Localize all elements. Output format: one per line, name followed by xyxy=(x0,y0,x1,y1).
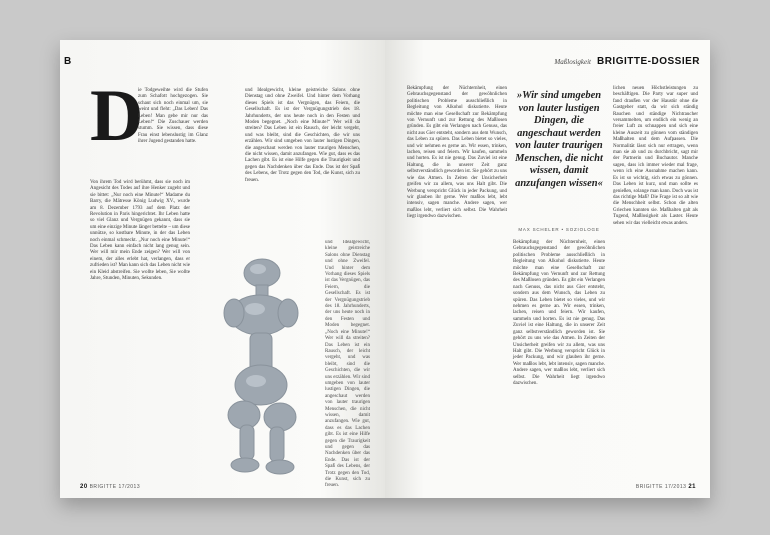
left-column-2: und Idealgewicht, kleine geistreiche Salons ohne Dienstag und ohne Zweifel. Und hinter dem Vorhang dieses Spiels ist das Vergnügen, das Feiern, die Gesellschaft. Es ist der Vergnügungstrieb des 18. Jahrhunderts, der uns heute noch in den Festen und Moden begegnet. „Noch eine Minute!“ Wer will da streiten? Das Leben ist ein Rausch, der leicht vergeht, und was bleibt, sind die Geschichten, die wir uns erzählen. Wir sind umgeben von lauter lustigen Dingen, die angeschaut werden von lauter traurigen Menschen, die nicht wissen, damit anzufangen. Wie gut, dass es das Lachen gibt. Es ist eine Hilfe gegen die Traurigkeit und gegen das Nachdenken über das Ende. Das ist der Spaß des Lebens, der Trotz gegen den Tod, die Kunst, sich zu freuen. xyxy=(245,88,360,183)
right-header xyxy=(554,56,700,67)
right-footer xyxy=(636,484,696,490)
left-footer xyxy=(80,484,140,490)
right-column-2: Bekämpfung der Nüchternheit, einen Gebrauchsgegenstand der gewöhnlichen politischen Probleme ausschließlich in Begleitung von Alkohol diskutierte. Heute möchte man eine Gesellschaft zur Bekämpfung von Vernunft und zur Rettung des Maßlosen gründen. Es gibt ein Verlangen nach Genuss, das nicht aus Gier entsteht, sondern aus dem Wunsch, das Leben zu spüren. Das Leben bietet so vieles, und wir nehmen es gerne an. Wir essen, trinken, lachen, reisen und feiern. Wir kaufen, sammeln und horten. Es ist nie genug. Das Zuviel ist eine Haltung, die in unserer Zeit ganz selbstverständlich geworden ist. Sie gehört zu uns wie das Atmen. In Zeiten der Unsicherheit greifen wir zu allem, was uns Halt gibt. Die Werbung verspricht Glück in jeder Packung, und wir glauben ihr gerne. Wer maßlos lebt, lebt intensiv, sagen manche. Andere sagen, wer maßlos lebt, verliert sich selbst. Die Wahrheit liegt irgendwo dazwischen. xyxy=(513,240,605,386)
pull-quote: »Wir sind umgeben von lauter lustigen Dingen, die angeschaut werden von lauter traurigen Menschen, die nicht wissen, damit anzufangen wissen« xyxy=(515,90,603,189)
right-page-number: 21 xyxy=(688,484,696,490)
toy-figure-image xyxy=(200,245,320,480)
left-page-number: 20 xyxy=(80,484,88,490)
kicker-text: Maßlosigkeit xyxy=(554,58,591,66)
intro-paragraph: ie Todgeweihte wird die Stufen zum Schafott hochgezogen. Sie schaut sich noch einmal um, sie weint und fleht: „Das Leben! Das Leben! Man gebe mir nur das Leben!“ Die Zuschauer werden stumm. Sie wissen, dass diese Frau einst lebenslustig im Glanz ihrer Jugend gestanden hatte. xyxy=(138,88,208,145)
left-page xyxy=(60,40,385,498)
right-page xyxy=(385,40,710,498)
left-column-2-continued: und Idealgewicht, kleine geistreiche Salons ohne Dienstag und ohne Zweifel. Und hinter dem Vorhang dieses Spiels ist das Vergnügen, das Feiern, die Gesellschaft. Es ist der Vergnügungstrieb des 18. Jahrhunderts, der uns heute noch in den Festen und Moden begegnet. „Noch eine Minute!“ Wer will da streiten? Das Leben ist ein Rausch, der leicht vergeht, und was bleibt, sind die Geschichten, die wir uns erzählen. Wir sind umgeben von lauter lustigen Dingen, die angeschaut werden von lauter traurigen Menschen, die nicht wissen, damit anzufangen. Wie gut, dass es das Lachen gibt. Es ist eine Hilfe gegen die Traurigkeit und gegen das Nachdenken über das Ende. Das ist der Spaß des Lebens, der Trotz gegen den Tod, die Kunst, sich zu freuen. xyxy=(325,240,370,489)
right-column-3: lichen neuen Höchstleistungen zu beschäftigen. Die Party war super und fand draußen vor der Haustür ohne die Gastgeber statt, da wir sich ständig Rauchen und ständige Nichtraucher versammelten, um endlich ein wenig an freier Luft zu schnappen und sich eine kleine Auszeit zu gönnen vom ständigen Maßhalten und dem Aufpassen. Die Normalität lässt sich nur ertragen, wenn man sie ab und zu durchbricht, sagt mir der Partnerin und Buchautor. Manche sagen, dass ich immer wieder mal frage, wenn ich eine Ausnahme machen kann. Es ist so wichtig, sich etwas zu gönnen. Das Leben ist kurz, und man sollte es genießen, solange man kann. Doch was ist das richtige Maß? Die Frage ist so alt wie die Menschheit selbst. Schon die alten Griechen kannten sie. Maßhalten galt als Tugend, Maßlosigkeit als Laster. Heute sehen wir das vielleicht etwas anders. xyxy=(613,86,698,226)
section-title: BRIGITTE-DOSSIER xyxy=(596,56,700,67)
right-issue-label: BRIGITTE 17/2013 xyxy=(635,484,687,490)
quote-author: MAX SCHELER • SOZIOLOGE xyxy=(518,227,600,232)
left-column-1: Von ihrem Tod wird berühmt, dass sie noch im Angesicht des Todes auf ihre Henker zugeht und sie bittet: „Nur noch eine Minute!“ Madame du Barry, die Mätresse König Ludwig XV., wurde am 8. Dezember 1793 auf dem Platz der Revolution in Paris hingerichtet. Ihr Leben hatte so viel Glanz und Vergnügen gekannt, dass sie um eine einzige Minute länger bettelte – um diese unnütze, so kostbare Minute, in der das Leben noch einmal schmeckt. „Nur noch eine Minute!“ Das Leben kann einfach nicht lang genug sein. Wer will mir mein Ende zeigen? Wer will von einem, der alles erlebt hat, verlangen, dass er zufrieden ist? Man kann sich das Leben nicht wie ein Kleid abstreifen. Sie wollte leben, Sie wollte Jahre, Stunden, Minuten, Sekunden. xyxy=(90,180,190,282)
drop-cap: D xyxy=(90,75,144,157)
magazine-spread xyxy=(60,40,710,498)
left-issue-label: BRIGITTE 17/2013 xyxy=(89,484,141,490)
right-column-1: Bekämpfung der Nüchternheit, einen Gebrauchsgegenstand der gewöhnlichen politischen Probleme ausschließlich in Begleitung von Alkohol diskutierte. Heute möchte man eine Gesellschaft zur Bekämpfung von Vernunft und zur Rettung des Maßlosen gründen. Es gibt ein Verlangen nach Genuss, das nicht aus Gier entsteht, sondern aus dem Wunsch, das Leben zu spüren. Das Leben bietet so vieles, und wir nehmen es gerne an. Wir essen, trinken, lachen, reisen und feiern. Wir kaufen, sammeln und horten. Es ist nie genug. Das Zuviel ist eine Haltung, die in unserer Zeit ganz selbstverständlich geworden ist. Sie gehört zu uns wie das Atmen. In Zeiten der Unsicherheit greifen wir zu allem, was uns Halt gibt. Die Werbung verspricht Glück in jeder Packung, und wir glauben ihr gerne. Wer maßlos lebt, lebt intensiv, sagen manche. Andere sagen, wer maßlos lebt, verliert sich selbst. Die Wahrheit liegt irgendwo dazwischen. xyxy=(407,86,507,220)
left-header-mark: B xyxy=(64,56,72,67)
